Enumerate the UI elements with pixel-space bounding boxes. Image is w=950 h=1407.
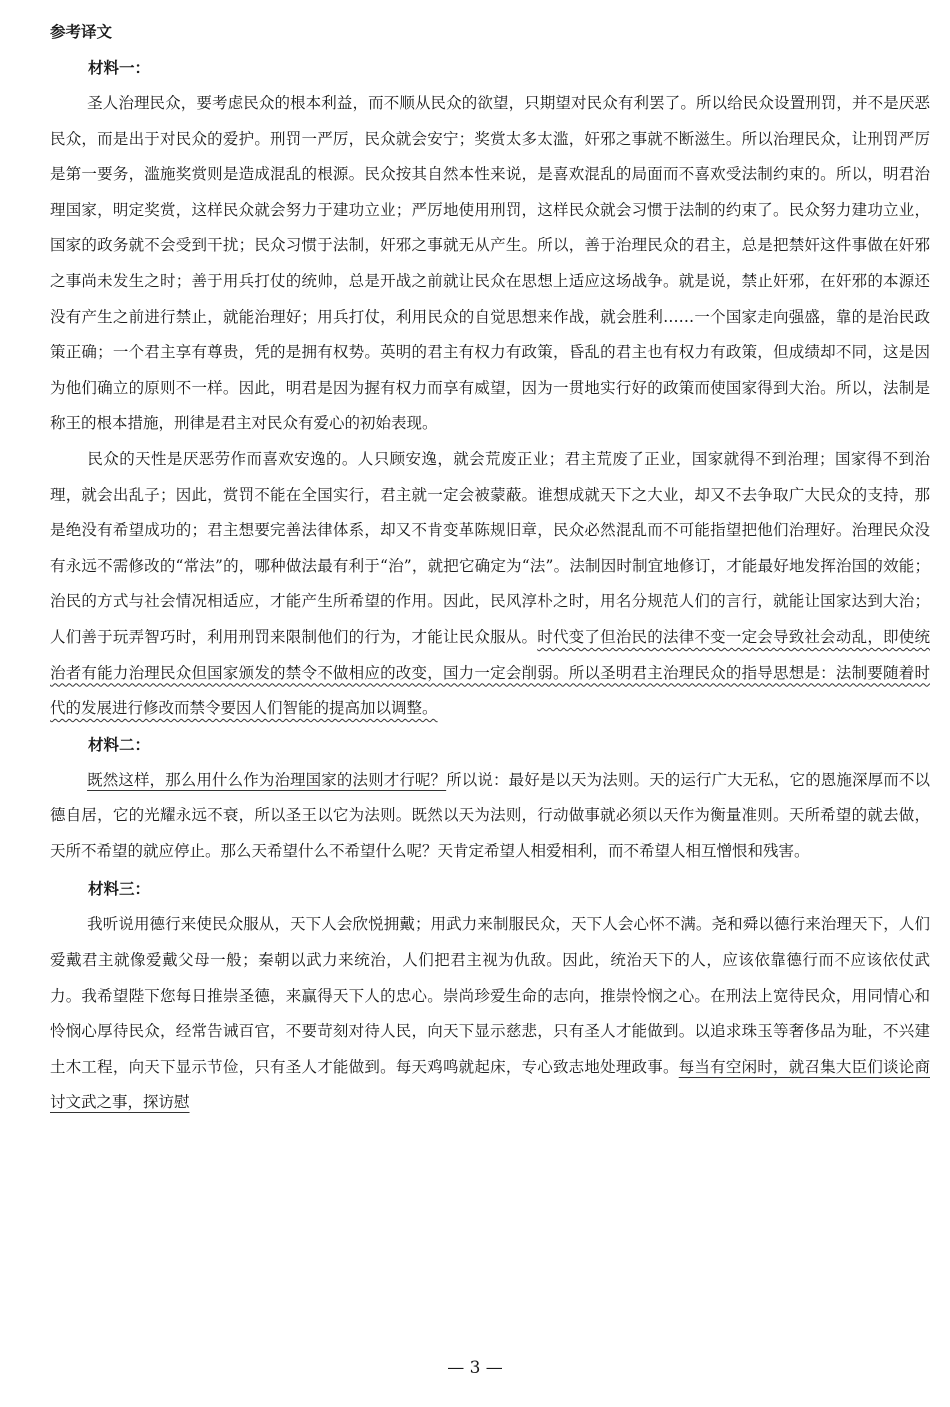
paragraph-text: 民众的天性是厌恶劳作而喜欢安逸的。人只顾安逸，就会荒废正业；君主荒废了正业，国家就得不到治理；国家得不到治理，就会出乱子；因此，赏罚不能在全国实行，君主就一定会被蒙蔽。谁想成就天下之大业，却又不去争取广大民众的支持，那是绝没有希望成功的；君主想要完善法律体系，却又不肯变革陈规旧章，民众必然混乱而不可能指望把他们治理好。治理民众没有永远不需修改的“常法”的，哪种做法最有利于“治”，就把它确定为“法”。法制因时制宜地修订，才能最好地发挥治国的效能；治民的方式与社会情况相适应，才能产生所希望的作用。因此，民风淳朴之时，用名分规范人们的言行，就能让国家达到大治；人们善于玩弄智巧时，利用刑罚来限制他们的行为，才能让民众服从。 <box>50 449 930 646</box>
material-1-paragraph-1 <box>50 86 930 442</box>
material-3-paragraph-1 <box>50 907 930 1121</box>
section-title-material-2: 材料二： <box>88 735 151 754</box>
material-1-paragraph-2 <box>50 442 930 727</box>
page-number: — 3 — <box>447 1358 503 1378</box>
paragraph-text: 所以说：最好是以天为法则。天的运行广大无私，它的恩施深厚而不以德自居，它的光耀永远不衰，所以圣王以它为法则。既然以天为法则，行动做事就必须以天作为衡量准则。天所希望的就去做，天所不希望的就应停止。那么天希望什么不希望什么呢？天肯定希望人相爱相利，而不希望人相互憎恨和残害。 <box>50 770 930 860</box>
underlined-text: 既然这样，那么用什么作为治理国家的法则才行呢？ <box>87 770 447 789</box>
underlined-text: 每当有空闲时，就召集大臣们谈论商讨文武之事，探访慰 <box>50 1057 930 1112</box>
paragraph-text: 圣人治理民众，要考虑民众的根本利益，而不顺从民众的欲望，只期望对民众有利罢了。所以给民众设置刑罚，并不是厌恶民众，而是出于对民众的爱护。刑罚一严厉，民众就会安宁；奖赏太多太滥，奸邪之事就不断滋生。所以治理民众，让刑罚严厉是第一要务，滥施奖赏则是造成混乱的根源。民众按其自然本性来说，是喜欢混乱的局面而不喜欢受法制约束的。所以，明君治理国家，明定奖赏，这样民众就会努力于建功立业；严厉地使用刑罚，这样民众就会习惯于法制的约束了。民众努力建功立业，国家的政务就不会受到干扰；民众习惯于法制，奸邪之事就无从产生。所以，善于治理民众的君主，总是把禁奸这件事做在奸邪之事尚未发生之时；善于用兵打仗的统帅，总是开战之前就让民众在思想上适应这场战争。就是说，禁止奸邪，在奸邪的本源还没有产生之前进行禁止，就能治理好；用兵打仗，利用民众的自觉思想来作战，就会胜利……一个国家走向强盛，靠的是治民政策正确；一个君主享有尊贵，凭的是拥有权势。英明的君主有权力有政策，昏乱的君主也有权力有政策，但成绩却不同，这是因为他们确立的原则不一样。因此，明君是因为握有权力而享有威望，因为一贯地实行好的政策而使国家得到大治。所以，法制是称王的根本措施，刑律是君主对民众有爱心的初始表现。 <box>50 94 930 433</box>
material-2-paragraph-1 <box>50 763 930 870</box>
document-title: 参考译文 <box>50 23 113 41</box>
section-title-material-3: 材料三： <box>88 880 151 899</box>
wavy-underlined-text: 时代变了但治民的法律不变一定会导致社会动乱，即使统治者有能力治理民众但国家颁发的禁令不做相应的改变，国力一定会削弱。所以圣明君主治理民众的指导思想是：法制要随着时代的发展进行修改而禁令要因人们智能的提高加以调整。 <box>50 627 930 718</box>
paragraph-text: 我听说用德行来使民众服从，天下人会欣悦拥戴；用武力来制服民众，天下人会心怀不满。尧和舜以德行来治理天下，人们爱戴君主就像爱戴父母一般；秦朝以武力来统治，人们把君主视为仇敌。因此，统治天下的人，应该依靠德行而不应该依仗武力。我希望陛下您每日推崇圣德，来赢得天下人的忠心。崇尚珍爱生命的志向，推崇怜悯之心。在刑法上宽待民众，用同情心和怜悯心厚待民众，经常告诫百官，不要苛刻对待人民，向天下显示慈悲，只有圣人才能做到。以追求珠玉等奢侈品为耻，不兴建土木工程，向天下显示节俭，只有圣人才能做到。每天鸡鸣就起床，专心致志地处理政事。 <box>50 915 930 1076</box>
section-title-material-1: 材料一： <box>88 59 151 77</box>
page-content <box>50 14 930 1121</box>
